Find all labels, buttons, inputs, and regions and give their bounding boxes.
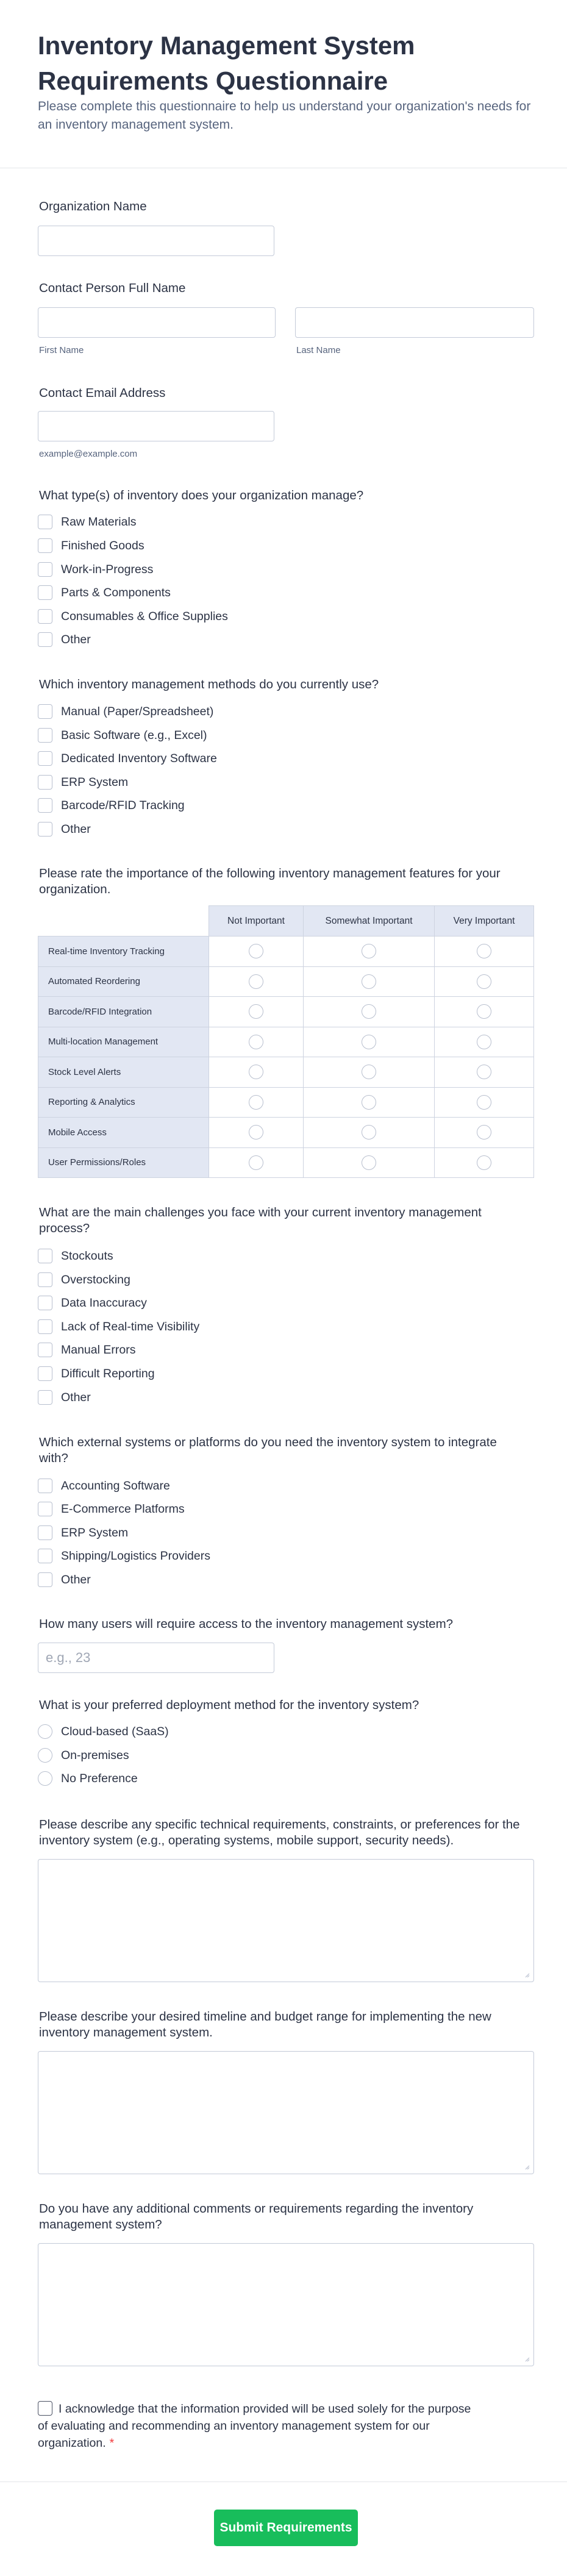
required-asterisk: * bbox=[109, 2436, 115, 2450]
checkbox[interactable] bbox=[38, 1249, 52, 1263]
checkbox[interactable] bbox=[38, 632, 52, 647]
acknowledgement[interactable] bbox=[38, 2400, 477, 2452]
checkbox[interactable] bbox=[38, 1390, 52, 1405]
technical-requirements-label: Please describe any specific technical requirements, constraints, or preferences for the inventory system (e.g., operating systems, mobile support, security needs). bbox=[39, 1818, 520, 1847]
inventory-type-option[interactable]: Work-in-Progress bbox=[38, 562, 153, 577]
inventory-type-option[interactable]: Parts & Components bbox=[38, 585, 171, 601]
last-name-sublabel: Last Name bbox=[296, 345, 341, 355]
challenge-option[interactable]: Other bbox=[38, 1390, 91, 1405]
matrix-radio[interactable] bbox=[249, 1095, 263, 1110]
checkbox[interactable] bbox=[38, 538, 52, 553]
checkbox[interactable] bbox=[38, 798, 52, 813]
acknowledgement-text: I acknowledge that the information provided will be used solely for the purpose of evaluating and recommending an inventory management system for our organization. bbox=[38, 2402, 471, 2450]
contact-name-label: Contact Person Full Name bbox=[39, 281, 186, 295]
matrix-radio[interactable] bbox=[477, 1004, 491, 1019]
radio-button[interactable] bbox=[38, 1748, 52, 1763]
challenge-option[interactable]: Difficult Reporting bbox=[38, 1366, 155, 1382]
matrix-radio[interactable] bbox=[249, 1004, 263, 1019]
matrix-radio[interactable] bbox=[249, 1065, 263, 1079]
deployment-option[interactable]: Cloud-based (SaaS) bbox=[38, 1724, 169, 1739]
matrix-radio[interactable] bbox=[362, 1155, 376, 1170]
matrix-column-header: Somewhat Important bbox=[304, 906, 435, 937]
matrix-row bbox=[38, 1087, 534, 1118]
timeline-budget-label: Please describe your desired timeline and budget range for implementing the new inventory management system. bbox=[39, 2010, 491, 2039]
challenge-option[interactable]: Lack of Real-time Visibility bbox=[38, 1319, 199, 1335]
integration-option[interactable]: E-Commerce Platforms bbox=[38, 1501, 185, 1517]
matrix-row-label: Reporting & Analytics bbox=[38, 1087, 209, 1118]
inventory-type-option[interactable]: Raw Materials bbox=[38, 514, 137, 530]
checkbox[interactable] bbox=[38, 751, 52, 766]
matrix-column-header: Not Important bbox=[209, 906, 304, 937]
radio-button[interactable] bbox=[38, 1771, 52, 1786]
method-option[interactable]: Barcode/RFID Tracking bbox=[38, 797, 185, 813]
technical-requirements-textarea[interactable] bbox=[38, 1859, 534, 1982]
last-name-input[interactable] bbox=[295, 307, 534, 338]
checkbox[interactable] bbox=[38, 515, 52, 529]
integrations-label: Which external systems or platforms do you need the inventory system to integrate with? bbox=[39, 1435, 497, 1465]
inventory-type-option[interactable]: Finished Goods bbox=[38, 538, 144, 554]
methods-label: Which inventory management methods do you currently use? bbox=[39, 677, 379, 691]
form-header bbox=[0, 0, 567, 168]
matrix-radio[interactable] bbox=[362, 1125, 376, 1140]
matrix-column-header: Very Important bbox=[435, 906, 534, 937]
deployment-label: What is your preferred deployment method for the inventory system? bbox=[39, 1698, 419, 1712]
integration-option[interactable]: Other bbox=[38, 1572, 91, 1588]
matrix-row-label: Barcode/RFID Integration bbox=[38, 997, 209, 1027]
features-label: Please rate the importance of the following inventory management features for your organization. bbox=[39, 866, 501, 896]
email-sublabel: example@example.com bbox=[39, 449, 138, 459]
matrix-radio[interactable] bbox=[362, 1065, 376, 1079]
acknowledge-checkbox[interactable] bbox=[38, 2401, 52, 2416]
matrix-row bbox=[38, 1147, 534, 1178]
matrix-radio[interactable] bbox=[249, 1035, 263, 1049]
resize-grip-icon[interactable] bbox=[524, 1972, 530, 1978]
matrix-corner bbox=[38, 906, 209, 937]
matrix-radio[interactable] bbox=[477, 1125, 491, 1140]
form-subtitle: Please complete this questionnaire to help us understand your organization's needs for an inventory management system. bbox=[38, 99, 531, 132]
checkbox[interactable] bbox=[38, 1525, 52, 1540]
matrix-row-label: User Permissions/Roles bbox=[38, 1147, 209, 1178]
matrix-row-label: Stock Level Alerts bbox=[38, 1057, 209, 1088]
checkbox[interactable] bbox=[38, 1572, 52, 1587]
matrix-radio[interactable] bbox=[477, 1095, 491, 1110]
organization-name-input[interactable] bbox=[38, 226, 274, 256]
matrix-radio[interactable] bbox=[362, 1004, 376, 1019]
challenge-option[interactable]: Overstocking bbox=[38, 1272, 130, 1288]
checkbox[interactable] bbox=[38, 775, 52, 790]
footer-divider bbox=[0, 2481, 567, 2482]
checkbox[interactable] bbox=[38, 562, 52, 577]
checkbox[interactable] bbox=[38, 1479, 52, 1493]
matrix-radio[interactable] bbox=[477, 974, 491, 989]
checkbox[interactable] bbox=[38, 728, 52, 743]
comments-label: Do you have any additional comments or requirements regarding the inventory management system? bbox=[39, 2202, 474, 2232]
matrix-radio[interactable] bbox=[477, 1155, 491, 1170]
matrix-row bbox=[38, 1027, 534, 1057]
checkbox[interactable] bbox=[38, 1366, 52, 1381]
email-label: Contact Email Address bbox=[39, 386, 166, 400]
feature-importance-matrix bbox=[38, 905, 534, 1178]
method-option[interactable]: Manual (Paper/Spreadsheet) bbox=[38, 704, 213, 719]
first-name-sublabel: First Name bbox=[39, 345, 84, 355]
matrix-radio[interactable] bbox=[249, 944, 263, 958]
matrix-radio[interactable] bbox=[477, 1035, 491, 1049]
form-title: Inventory Management System Requirements Questionnaire bbox=[38, 31, 415, 95]
deployment-option[interactable]: No Preference bbox=[38, 1771, 138, 1786]
matrix-radio[interactable] bbox=[362, 1035, 376, 1049]
integration-option[interactable]: Accounting Software bbox=[38, 1478, 170, 1494]
deployment-option[interactable]: On-premises bbox=[38, 1747, 129, 1763]
matrix-radio[interactable] bbox=[362, 944, 376, 958]
matrix-row bbox=[38, 937, 534, 967]
matrix-radio[interactable] bbox=[362, 974, 376, 989]
matrix-row bbox=[38, 997, 534, 1027]
checkbox[interactable] bbox=[38, 585, 52, 600]
method-option[interactable]: Other bbox=[38, 821, 91, 837]
matrix-radio[interactable] bbox=[249, 1155, 263, 1170]
matrix-row-label: Multi-location Management bbox=[38, 1027, 209, 1057]
matrix-radio[interactable] bbox=[477, 944, 491, 958]
checkbox[interactable] bbox=[38, 1549, 52, 1563]
radio-button[interactable] bbox=[38, 1724, 52, 1739]
inventory-type-option[interactable]: Other bbox=[38, 632, 91, 648]
method-option[interactable]: ERP System bbox=[38, 774, 128, 790]
checkbox[interactable] bbox=[38, 1343, 52, 1357]
challenges-label: What are the main challenges you face with your current inventory management process? bbox=[39, 1205, 482, 1235]
resize-grip-icon[interactable] bbox=[524, 2164, 530, 2170]
checkbox[interactable] bbox=[38, 1272, 52, 1287]
first-name-input[interactable] bbox=[38, 307, 276, 338]
comments-textarea[interactable] bbox=[38, 2243, 534, 2366]
matrix-row bbox=[38, 966, 534, 997]
matrix-radio[interactable] bbox=[249, 1125, 263, 1140]
inventory-type-option[interactable]: Consumables & Office Supplies bbox=[38, 608, 228, 624]
users-label: How many users will require access to the inventory management system? bbox=[39, 1617, 454, 1631]
matrix-row-label: Mobile Access bbox=[38, 1118, 209, 1148]
matrix-row bbox=[38, 1057, 534, 1088]
matrix-row-label: Automated Reordering bbox=[38, 966, 209, 997]
inventory-types-label: What type(s) of inventory does your organization manage? bbox=[39, 488, 364, 502]
matrix-row bbox=[38, 1118, 534, 1148]
method-option[interactable]: Basic Software (e.g., Excel) bbox=[38, 727, 207, 743]
checkbox[interactable] bbox=[38, 1502, 52, 1516]
checkbox[interactable] bbox=[38, 609, 52, 624]
submit-button[interactable]: Submit Requirements bbox=[214, 2510, 358, 2546]
challenge-option[interactable]: Stockouts bbox=[38, 1248, 113, 1264]
challenge-option[interactable]: Data Inaccuracy bbox=[38, 1295, 147, 1311]
resize-grip-icon[interactable] bbox=[524, 2356, 530, 2362]
email-input[interactable] bbox=[38, 411, 274, 441]
matrix-radio[interactable] bbox=[249, 974, 263, 989]
method-option[interactable]: Dedicated Inventory Software bbox=[38, 751, 217, 766]
users-count-input[interactable] bbox=[38, 1643, 274, 1673]
organization-name-label: Organization Name bbox=[39, 199, 147, 213]
integration-option[interactable]: Shipping/Logistics Providers bbox=[38, 1548, 210, 1564]
checkbox[interactable] bbox=[38, 704, 52, 719]
timeline-budget-textarea[interactable] bbox=[38, 2051, 534, 2174]
matrix-radio[interactable] bbox=[477, 1065, 491, 1079]
matrix-radio[interactable] bbox=[362, 1095, 376, 1110]
checkbox[interactable] bbox=[38, 1296, 52, 1310]
challenge-option[interactable]: Manual Errors bbox=[38, 1342, 135, 1358]
checkbox[interactable] bbox=[38, 1319, 52, 1334]
matrix-row-label: Real-time Inventory Tracking bbox=[38, 937, 209, 967]
integration-option[interactable]: ERP System bbox=[38, 1525, 128, 1541]
checkbox[interactable] bbox=[38, 822, 52, 837]
